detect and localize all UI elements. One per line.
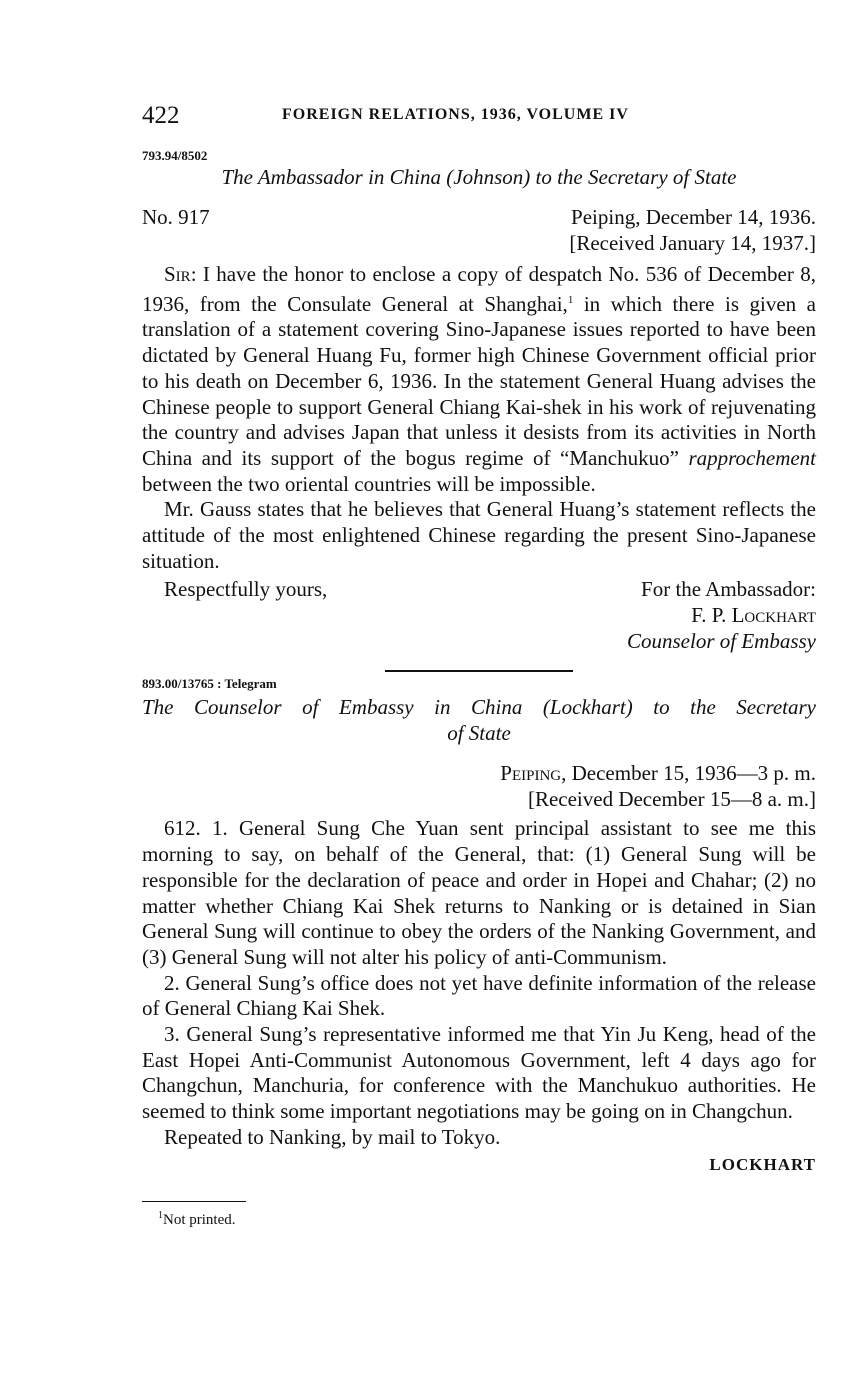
para1-italic: rapprochement	[688, 445, 817, 470]
telegram-place-date	[142, 760, 816, 786]
page-number: 422	[142, 102, 180, 129]
telegram-signature: LOCKHART	[709, 1154, 816, 1174]
doc1-paragraph-1	[142, 262, 816, 497]
doc2-paragraph-1: 612. 1. General Sung Che Yuan sent principal assistant to see me this morning to say, on behalf of the General, that: (1) General Sung will be responsible for the declaration of peace and order in Hopei and Chahar; (2) no matter whether Chiang Kai Shek returns to Nanking or is detained in Sian General Sung will continue to obey the orders of the Nanking Government, and (3) General Sung will not alter his policy of anti-Communism.	[142, 816, 816, 969]
signer-name: F. P. Lockhart	[691, 603, 816, 628]
section-divider	[385, 670, 573, 672]
doc1-paragraph-2: Mr. Gauss states that he believes that General Huang’s statement reflects the attitude of the most enlightened Chinese regarding the present Sino-Japanese situation.	[142, 497, 816, 573]
closing-row	[142, 576, 816, 602]
doc1-file-number: 793.94/8502	[142, 148, 208, 163]
para1-part-a: : I have the honor to enclose a copy of despatch No. 536 of December 8, 1936, from the Consulate General at Shanghai,	[142, 262, 816, 316]
footnote-text: Not printed.	[163, 1211, 236, 1228]
doc2-paragraph-4: Repeated to Nanking, by mail to Tokyo.	[164, 1124, 501, 1149]
doc2-paragraph-2: 2. General Sung’s office does not yet have definite information of the release of General Chiang Kai Shek.	[142, 970, 816, 1021]
para1-part-c: between the two oriental countries will be impossible.	[142, 471, 596, 496]
page-header	[142, 98, 816, 134]
doc2-title	[142, 694, 816, 746]
doc2-paragraph-3: 3. General Sung’s representative informed me that Yin Ju Keng, head of the East Hopei Anti-Communist Autonomous Government, left 4 days ago for Changchun, Manchuria, for conference with the Manchukuo authorities. He seemed to think some important negotiations may be going on in Changchun.	[142, 1022, 816, 1124]
footnote-ref: 1	[567, 293, 574, 306]
telegram-date: , December 15, 1936—3 p. m.	[561, 761, 816, 786]
doc2-title-line-2: of State	[447, 721, 511, 746]
received-date: [Received January 14, 1937.]	[569, 231, 816, 255]
doc2-title-line-1: The Counselor of Embassy in China (Lockhart) to the Secretary	[142, 695, 816, 720]
doc1-meta	[142, 204, 816, 256]
signer-title: Counselor of Embassy	[627, 629, 816, 654]
for-line: For the Ambassador:	[641, 577, 816, 602]
closing: Respectfully yours,	[164, 577, 328, 602]
footnote-rule	[142, 1201, 246, 1202]
footnote	[158, 1210, 816, 1229]
telegram-received: [Received December 15—8 a. m.]	[527, 787, 816, 812]
salutation: Sir	[164, 262, 191, 286]
telegram-place: Peiping	[500, 761, 562, 786]
place-date: Peiping, December 14, 1936.	[571, 205, 816, 229]
document-page	[142, 98, 816, 1229]
doc2-file-number: 893.00/13765 : Telegram	[142, 676, 277, 692]
despatch-number: No. 917	[142, 205, 210, 229]
para1-part-b: in which there is given a translation of a statement covering Sino-Japanese issues reported to have been dictated by General Huang Fu, former high Chinese Government official prior to his death on December 6, 1936. In the statement General Huang advises the Chinese people to support General Chiang Kai-shek in his work of rejuvenating the country and advises Japan that unless it desists from its activities in North China and its support of the bogus regime of “Manchukuo”	[142, 291, 816, 470]
footnote-marker: 1	[158, 1209, 163, 1221]
doc1-title: The Ambassador in China (Johnson) to the Secretary of State	[221, 165, 737, 189]
running-title: FOREIGN RELATIONS, 1936, VOLUME IV	[282, 106, 629, 123]
